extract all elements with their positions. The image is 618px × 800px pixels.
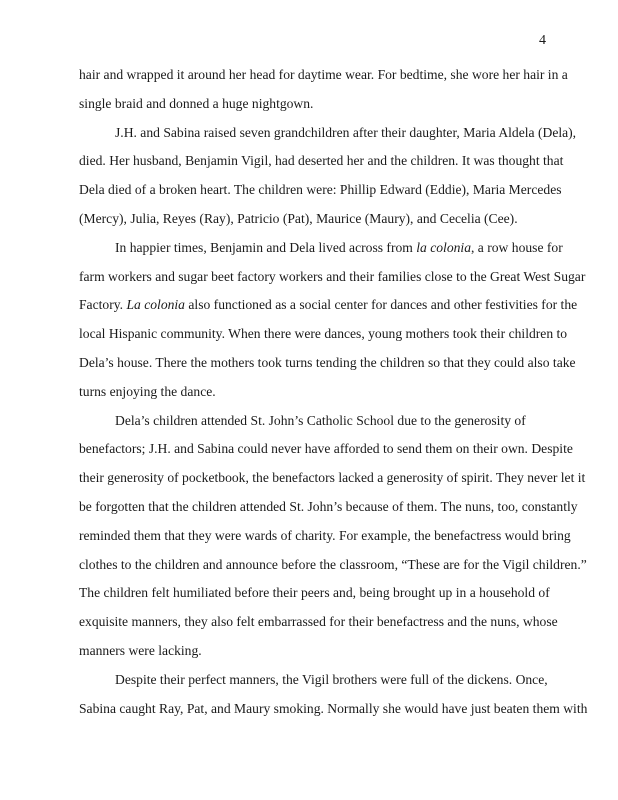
body-text	[79, 61, 588, 723]
text-line	[79, 61, 568, 90]
text-run: The children felt humiliated before their peers and, being brought up in a household of	[79, 585, 550, 601]
text-line	[79, 522, 571, 551]
paragraph	[79, 234, 586, 407]
text-line	[79, 579, 549, 608]
paragraph	[79, 61, 568, 119]
paragraph	[79, 119, 577, 234]
text-run: Despite their perfect manners, the Vigil brothers were full of the dickens. Once,	[115, 671, 548, 687]
text-run: Dela’s house. There the mothers took turns tending the children so that they could also take	[79, 354, 576, 370]
paragraph	[79, 666, 588, 724]
text-run: manners were lacking.	[79, 642, 202, 658]
text-line	[79, 205, 549, 234]
text-line	[79, 176, 562, 205]
text-line	[79, 695, 588, 724]
italic-text: la colonia	[416, 239, 471, 255]
text-run: reminded them that they were wards of charity. For example, the benefactress would bring	[79, 527, 571, 543]
text-run: (Mercy), Julia, Reyes (Ray), Patricio (Pat), Maurice (Maury), and Cecelia (Cee).	[79, 210, 518, 226]
text-line	[79, 551, 587, 580]
text-run: J.H. and Sabina raised seven grandchildren after their daughter, Maria Aldela (Dela),	[115, 124, 577, 140]
text-line	[79, 378, 549, 407]
text-line	[79, 464, 586, 493]
text-run: benefactors; J.H. and Sabina could never have afforded to send them on their own. Despite	[79, 441, 573, 457]
text-run: , a row house for	[471, 239, 563, 255]
text-line	[79, 435, 573, 464]
text-run: farm workers and sugar beet factory workers and their families close to the Great West Sugar	[79, 268, 586, 284]
text-run: their generosity of pocketbook, the benefactors lacked a generosity of spirit. They never let it	[79, 470, 586, 486]
text-line	[79, 234, 563, 263]
text-run: turns enjoying the dance.	[79, 383, 216, 399]
text-run: Dela died of a broken heart. The children were: Phillip Edward (Eddie), Maria Mercedes	[79, 182, 562, 198]
italic-text: La colonia	[126, 297, 185, 313]
text-line	[79, 407, 549, 436]
text-run: In happier times, Benjamin and Dela lived across from	[115, 239, 417, 255]
text-line	[79, 119, 577, 148]
text-run: Factory.	[79, 297, 127, 313]
page-number: 4	[539, 33, 546, 48]
text-line	[79, 291, 578, 320]
text-run: clothes to the children and announce before the classroom, “These are for the Vigil children.”	[79, 556, 587, 572]
paragraph	[79, 407, 587, 666]
text-line	[79, 90, 549, 119]
text-line	[79, 666, 549, 695]
text-line	[79, 637, 549, 666]
text-run: also functioned as a social center for dances and other festivities for the	[184, 297, 578, 313]
text-line	[79, 493, 578, 522]
text-line	[79, 608, 558, 637]
text-line	[79, 147, 564, 176]
text-run: hair and wrapped it around her head for daytime wear. For bedtime, she wore her hair in a	[79, 67, 568, 82]
text-line	[79, 320, 568, 349]
text-run: died. Her husband, Benjamin Vigil, had deserted her and the children. It was thought that	[79, 153, 564, 169]
text-run: Sabina caught Ray, Pat, and Maury smoking. Normally she would have just beaten them with	[79, 700, 588, 716]
text-run: single braid and donned a huge nightgown.	[79, 95, 314, 111]
text-run: Dela’s children attended St. John’s Catholic School due to the generosity of	[115, 412, 526, 428]
text-run: be forgotten that the children attended St. John’s because of them. The nuns, too, constantly	[79, 498, 578, 514]
text-line	[79, 349, 576, 378]
text-run: exquisite manners, they also felt embarrassed for their benefactress and the nuns, whose	[79, 614, 558, 630]
text-line	[79, 263, 586, 292]
text-run: local Hispanic community. When there were dances, young mothers took their children to	[79, 326, 568, 342]
